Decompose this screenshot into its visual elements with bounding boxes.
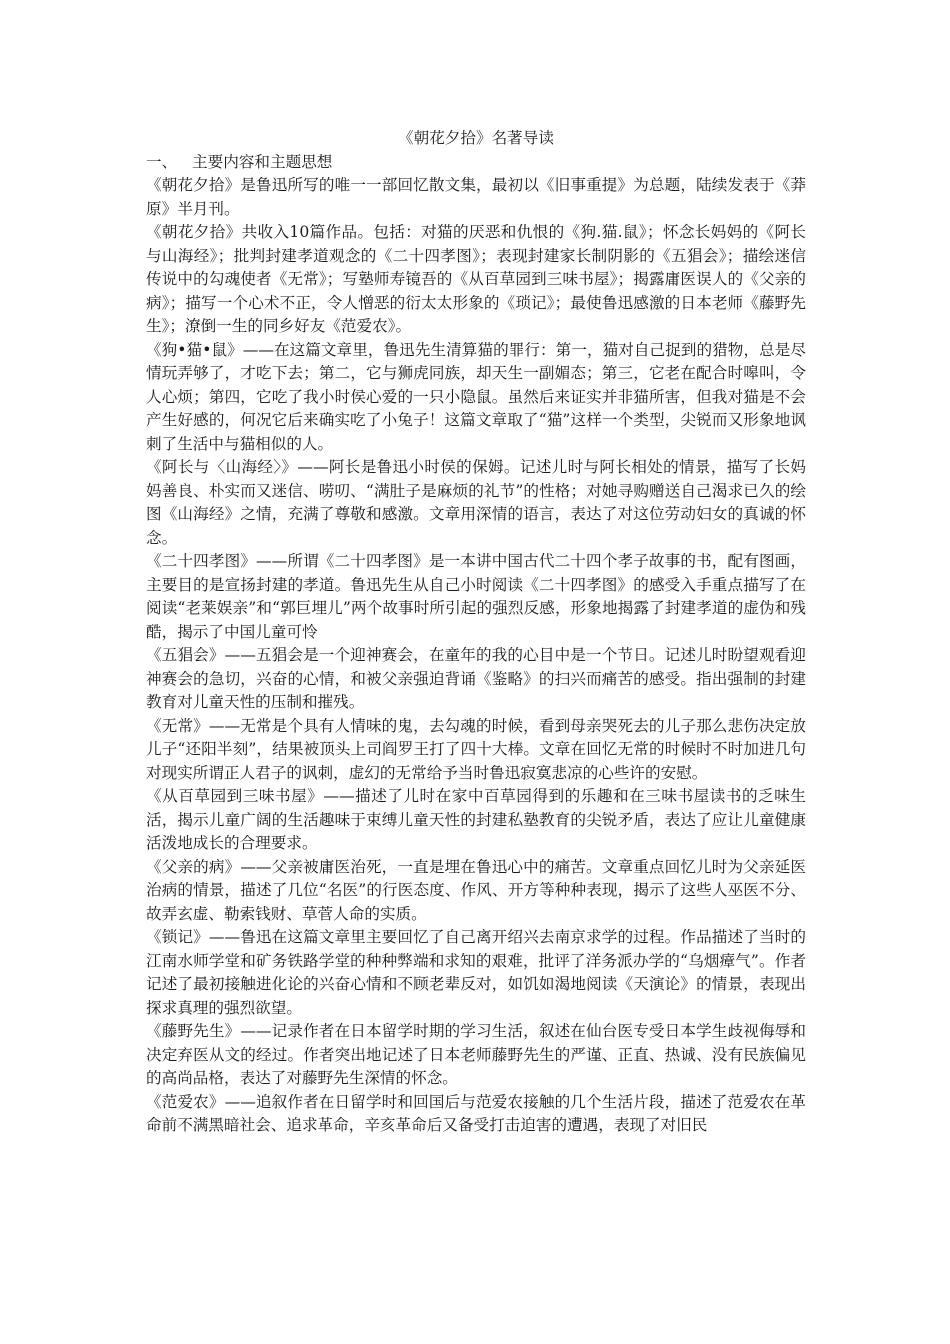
paragraph-24-filial: 《二十四孝图》——所谓《二十四孝图》是一本讲中国古代二十四个孝子故事的书，配有图画，主要目的是宣扬封建的孝道。鲁迅先生从自己小时阅读《二十四孝图》的感受入手重点描写了在阅读“老莱娱亲”和“郭巨埋儿”两个故事时所引起的强烈反感，形象地揭露了封建孝道的虚伪和残酷，揭示了中国儿童可怜 — [146, 552, 806, 641]
document-body — [146, 127, 806, 1138]
document-title: 《朝花夕拾》名著导读 — [398, 129, 554, 147]
paragraph-contents: 《朝花夕拾》共收入10篇作品。包括：对猫的厌恶和仇恨的《狗.猫.鼠》；怀念长妈妈的《阿长与山海经》；批判封建孝道观念的《二十四孝图》；表现封建家长制阴影的《五猖会》；描绘迷信传说中的勾魂使者《无常》；写塾师寿镜吾的《从百草园到三味书屋》；揭露庸医误人的《父亲的病》；描写一个心术不正，令人憎恶的衍太太形象的《琐记》；最使鲁迅感激的日本老师《藤野先生》；潦倒一生的同乡好友《范爱农》。 — [146, 223, 806, 335]
paragraph-intro: 《朝花夕拾》是鲁迅所写的唯一一部回忆散文集，最初以《旧事重提》为总题，陆续发表于《莽原》半月刊。 — [146, 176, 806, 218]
paragraph-wuchang-fair: 《五猖会》——五猖会是一个迎神赛会，在童年的我的心目中是一个节日。记述儿时盼望观看迎神赛会的急切，兴奋的心情，和被父亲强迫背诵《鉴略》的扫兴而痛苦的感受。指出强制的封建教育对儿童天性的压制和摧残。 — [146, 646, 806, 711]
section-heading: 一、 主要内容和主题思想 — [146, 152, 333, 171]
paragraph-wuchang: 《无常》——无常是个具有人情味的鬼，去勾魂的时候，看到母亲哭死去的儿子那么悲伤决定放儿子“还阳半刻”，结果被顶头上司阎罗王打了四十大棒。文章在回忆无常的时候时不时加进几句对现实所谓正人君子的讽刺，虚幻的无常给予当时鲁迅寂寞悲凉的心些许的安慰。 — [146, 716, 806, 782]
paragraph-a-chang: 《阿长与〈山海经〉》——阿长是鲁迅小时侯的保姆。记述儿时与阿长相处的情景，描写了长妈妈善良、朴实而又迷信、唠叨、“满肚子是麻烦的礼节”的性格；对她寻购赠送自己渴求已久的绘图《山海经》之情，充满了尊敬和感激。文章用深情的语言，表达了对这位劳动妇女的真诚的怀念。 — [146, 458, 806, 547]
paragraph-fan-ainong: 《范爱农》——追叙作者在日留学时和回国后与范爱农接触的几个生活片段，描述了范爱农在革命前不满黑暗社会、追求革命，辛亥革命后又备受打击迫害的遭遇，表现了对旧民 — [146, 1092, 806, 1134]
paragraph-dog-cat-mouse: 《狗•猫•鼠》——在这篇文章里，鲁迅先生清算猫的罪行：第一，猫对自己捉到的猎物，总是尽情玩弄够了，才吃下去；第二，它与狮虎同族，却天生一副媚态；第三，它老在配合时嗥叫，令人心烦；第四，它吃了我小时侯心爱的一只小隐鼠。虽然后来证实并非猫所害，但我对猫是不会产生好感的，何况它后来确实吃了小兔子！这篇文章取了“猫”这样一个类型，尖锐而又形象地讽刺了生活中与猫相似的人。 — [146, 340, 806, 453]
paragraph-fujino: 《藤野先生》——记录作者在日本留学时期的学习生活，叙述在仙台医专受日本学生歧视侮辱和决定弃医从文的经过。作者突出地记述了日本老师藤野先生的严谨、正直、热诚、没有民族偏见的高尚品格，表达了对藤野先生深情的怀念。 — [146, 1022, 806, 1087]
paragraph-baicaoyuan: 《从百草园到三味书屋》——描述了儿时在家中百草园得到的乐趣和在三味书屋读书的乏味生活，揭示儿童广阔的生活趣味于束缚儿童天性的封建私塾教育的尖锐矛盾，表达了应让儿童健康活泼地成长的合理要求。 — [146, 787, 806, 852]
paragraph-father-illness: 《父亲的病》——父亲被庸医治死，一直是埋在鲁迅心中的痛苦。文章重点回忆儿时为父亲延医治病的情景，描述了几位“名医”的行医态度、作风、开方等种种表现，揭示了这些人巫医不分、故弄玄虚、勒索钱财、草菅人命的实质。 — [146, 857, 806, 923]
paragraph-suoji: 《锁记》——鲁迅在这篇文章里主要回忆了自己离开绍兴去南京求学的过程。作品描述了当时的江南水师学堂和矿务铁路学堂的种种弊端和求知的艰难，批评了洋务派办学的“乌烟瘴气”。作者记述了最初接触进化论的兴奋心情和不顾老辈反对，如饥如渴地阅读《天演论》的情景，表现出探求真理的强烈欲望。 — [146, 928, 806, 1017]
